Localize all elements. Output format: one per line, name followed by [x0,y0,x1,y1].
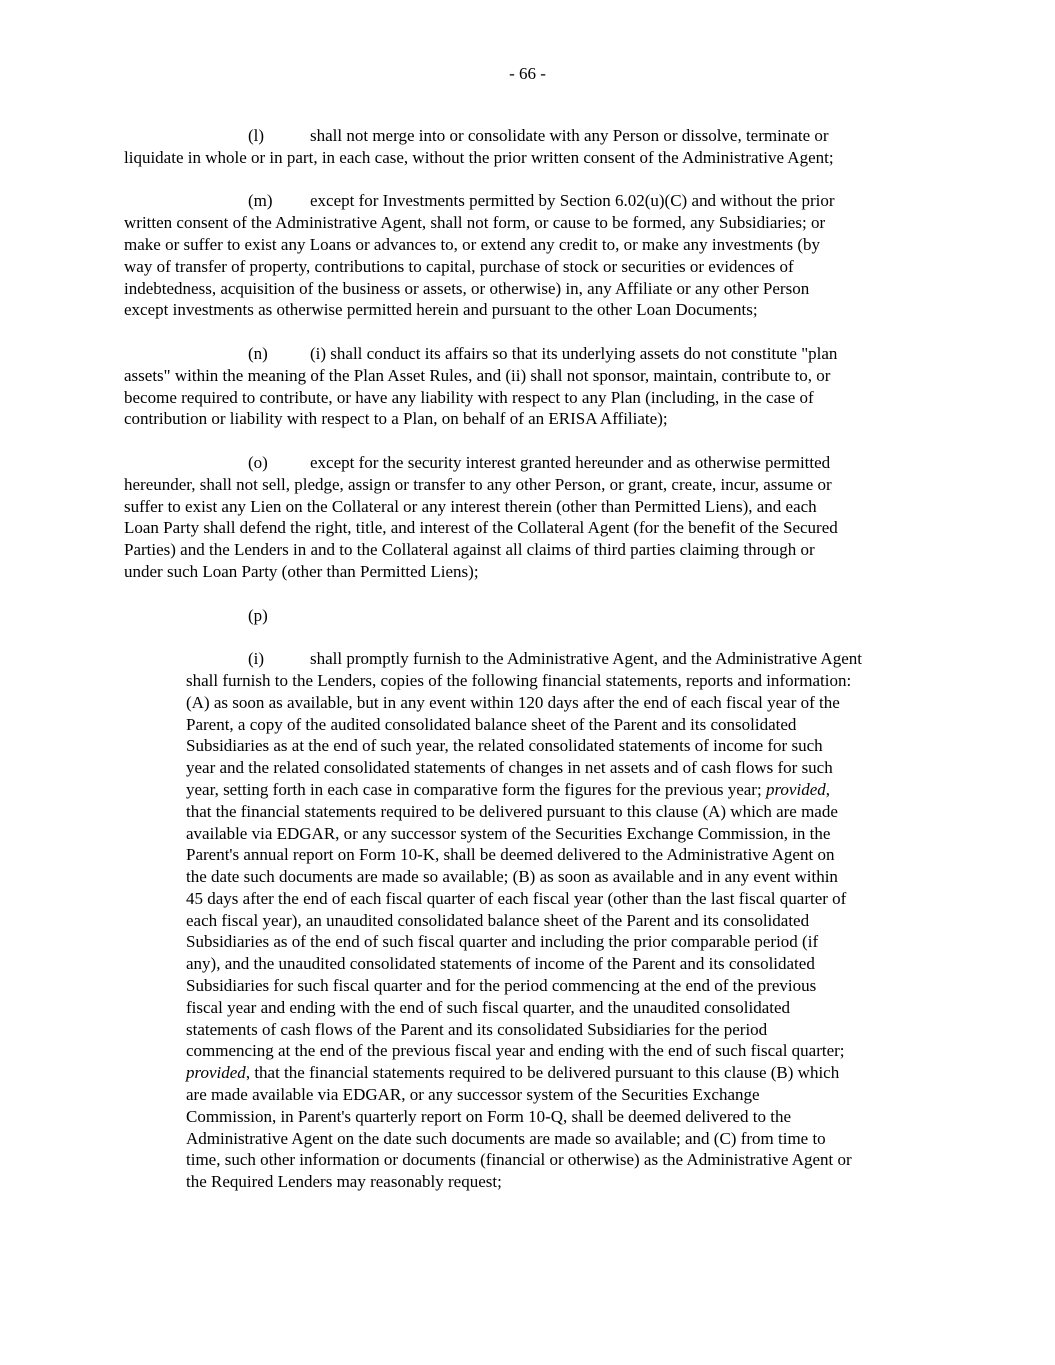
clause-n [0,343,1055,430]
line-text: except for the security interest granted hereunder and as otherwise permitted [310,452,831,472]
text-span: year, setting forth in each case in comparative form the figures for the previous year; [186,779,766,799]
clause-label: (l) [248,126,265,145]
clause-m [0,190,1055,321]
line-text: Commission, in Parent's quarterly report on Form 10-Q, shall be deemed delivered to the [186,1106,792,1126]
line-text: (A) as soon as available, but in any event within 120 days after the end of each fiscal year of the [186,692,840,712]
line-text: any), and the unaudited consolidated statements of income of the Parent and its consolidated [186,954,815,974]
clause-label: (n) [248,343,268,363]
line-text [0,779,1055,801]
line-text: become required to contribute, or have any liability with respect to any Plan (including, in the case of [124,387,814,407]
line-text: Administrative Agent on the date such documents are made so available; and (C) from time to [186,1128,826,1148]
line-text: make or suffer to exist any Loans or advances to, or extend any credit to, or make any investments (by [124,234,821,254]
clause-label: (i) [248,649,265,669]
text-line [0,605,1055,627]
text-line [0,648,1055,670]
line-text: statements of cash flows of the Parent and its consolidated Subsidiaries for the period [186,1019,768,1039]
line-text: except investments as otherwise permitted herein and pursuant to the other Loan Documents; [124,300,758,320]
line-text: hereunder, shall not sell, pledge, assign or transfer to any other Person, or grant, create, incur, assume or [124,474,832,494]
line-text: year and the related consolidated statements of changes in net assets and of cash flows for such [186,758,833,778]
line-text: indebtedness, acquisition of the business or assets, or otherwise) in, any Affiliate or any other Person [124,278,810,298]
line-text: except for Investments permitted by Section 6.02(u)(C) and without the prior [310,191,835,211]
line-text [0,1062,1055,1084]
line-text: Loan Party shall defend the right, title, and interest of the Collateral Agent (for the benefit of the Secured [124,518,838,538]
line-text: each fiscal year), an unaudited consolidated balance sheet of the Parent and its consolidated [186,910,810,930]
line-text: available via EDGAR, or any successor system of the Securities Exchange Commission, in the [186,823,831,843]
line-text: time, such other information or documents (financial or otherwise) as the Administrative Agent or [186,1150,852,1170]
italic-term: provided [186,1063,246,1083]
text-line [0,125,1055,147]
line-text: commencing at the end of the previous fiscal year and ending with the end of such fiscal quarter; [186,1041,845,1061]
document-body [0,125,1055,1215]
line-text: (i) shall conduct its affairs so that its underlying assets do not constitute "plan [310,343,838,363]
line-text: under such Loan Party (other than Permitted Liens); [124,561,479,581]
line-text: 45 days after the end of each fiscal quarter of each fiscal year (other than the last fiscal quarter of [186,888,847,908]
page-number: - 66 - [509,64,546,83]
line-text: contribution or liability with respect to a Plan, on behalf of an ERISA Affiliate); [124,409,668,429]
italic-term: provided [765,779,826,799]
clause-label: (o) [248,452,268,472]
line-text: the date such documents are made so available; (B) as soon as available and in any event within [186,867,838,887]
clause-p [0,605,1055,627]
text-span: , [825,779,830,799]
line-text: that the financial statements required to be delivered pursuant to this clause (A) which are made [186,801,838,821]
line-text: fiscal year and ending with the end of such fiscal quarter, and the unaudited consolidated [186,997,791,1017]
line-text: assets" within the meaning of the Plan Asset Rules, and (ii) shall not sponsor, maintain, contribute to, or [124,365,831,385]
line-text: Parent, a copy of the audited consolidated balance sheet of the Parent and its consolidated [186,714,797,734]
clause-l [0,125,1055,169]
clause-i [0,648,1055,1193]
line-text: Subsidiaries for such fiscal quarter and for the period commencing at the end of the previous [186,976,817,996]
text-span: , that the financial statements required to be delivered pursuant to this clause (B) which [245,1063,840,1083]
line-text: liquidate in whole or in part, in each case, without the prior written consent of the Administrative Agent; [124,147,834,167]
line-text: shall promptly furnish to the Administrative Agent, and the Administrative Agent [310,649,862,669]
line-text: Parent's annual report on Form 10-K, shall be deemed delivered to the Administrative Agent on [186,845,835,865]
clause-o [0,452,1055,583]
line-text: the Required Lenders may reasonably request; [186,1172,502,1192]
line-text: Subsidiaries as of the end of such fiscal quarter and including the prior comparable period (if [186,932,819,952]
text-line [0,190,1055,212]
line-text: Parties) and the Lenders in and to the Collateral against all claims of third parties claiming through or [124,540,815,560]
line-text: suffer to exist any Lien on the Collateral or any interest therein (other than Permitted Liens), and each [124,496,817,516]
line-text: written consent of the Administrative Agent, shall not form, or cause to be formed, any Subsidiaries; or [124,213,826,233]
line-text: shall furnish to the Lenders, copies of the following financial statements, reports and information: [186,670,852,690]
line-text: shall not merge into or consolidate with any Person or dissolve, terminate or [310,126,829,145]
text-line [0,452,1055,474]
line-text: are made available via EDGAR, or any successor system of the Securities Exchange [186,1085,760,1105]
line-text: Subsidiaries as at the end of such year, the related consolidated statements of income for such [186,736,823,756]
text-line [0,343,1055,365]
line-text: way of transfer of property, contributions to capital, purchase of stock or securities or evidences of [124,256,794,276]
clause-label: (m) [248,191,273,211]
clause-label: (p) [248,605,268,625]
